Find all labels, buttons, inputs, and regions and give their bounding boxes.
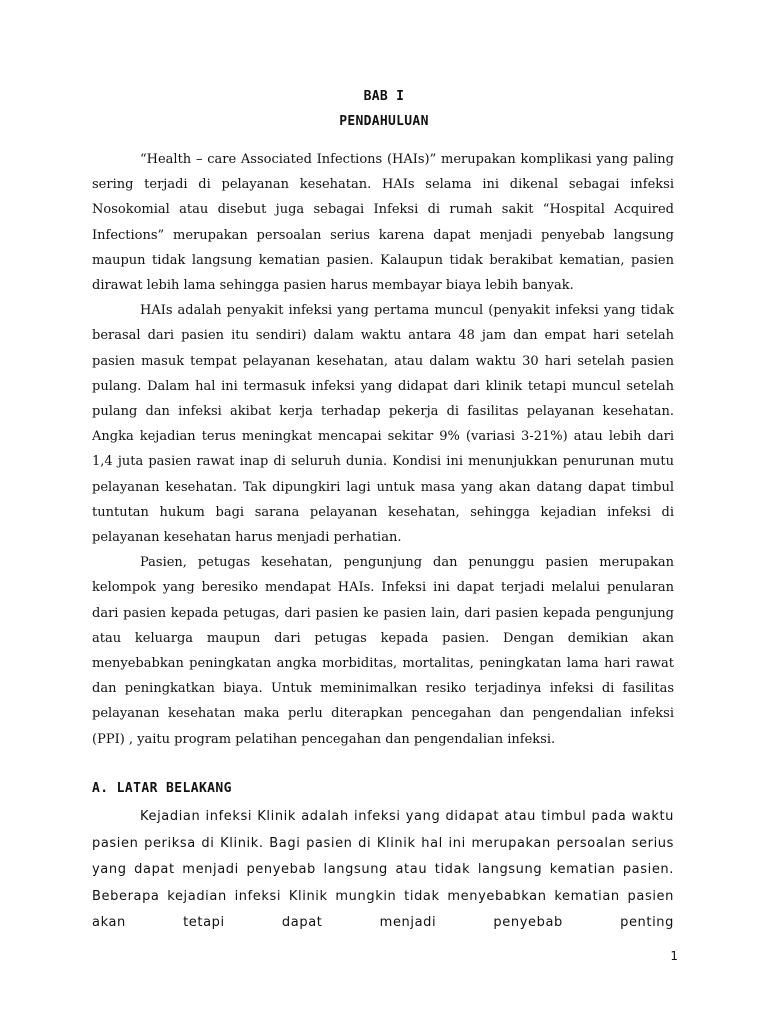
page-number: 1 <box>670 949 678 963</box>
intro-paragraph-1: “Health – care Associated Infections (HAIs)” merupakan komplikasi yang paling sering terjadi di pelayanan kesehatan. HAIs selama ini dikenal sebagai infeksi Nosokomial atau disebut juga sebagai Infeksi di rumah sakit “Hospital Acquired Infections” merupakan persoalan serius karena dapat menjadi penyebab langsung maupun tidak langsung kematian pasien. Kalaupun tidak berakibat kematian, pasien dirawat lebih lama sehingga pasien harus membayar biaya lebih banyak. <box>92 152 674 294</box>
intro-paragraph-2: HAIs adalah penyakit infeksi yang pertama muncul (penyakit infeksi yang tidak berasal dari pasien itu sendiri) dalam waktu antara 48 jam dan empat hari setelah pasien masuk tempat pelayanan kesehatan, atau dalam waktu 30 hari setelah pasien pulang. Dalam hal ini termasuk infeksi yang didapat dari klinik tetapi muncul setelah pulang dan infeksi akibat kerja terhadap pekerja di fasilitas pelayanan kesehatan. Angka kejadian terus meningkat mencapai sekitar 9% (variasi 3-21%) atau lebih dari 1,4 juta pasien rawat inap di seluruh dunia. Kondisi ini menunjukkan penurunan mutu pelayanan kesehatan. Tak dipungkiri lagi untuk masa yang akan datang dapat timbul tuntutan hukum bagi sarana pelayanan kesehatan, sehingga kejadian infeksi di pelayanan kesehatan harus menjadi perhatian. <box>92 303 674 546</box>
chapter-number: BAB I <box>363 89 405 104</box>
intro-paragraph-3: Pasien, petugas kesehatan, pengunjung dan penunggu pasien merupakan kelompok yang beresiko mendapat HAIs. Infeksi ini dapat terjadi melalui penularan dari pasien kepada petugas, dari pasien ke pasien lain, dari pasien kepada pengunjung atau keluarga maupun dari petugas kepada pasien. Dengan demikian akan menyebabkan peningkatan angka morbiditas, mortalitas, peningkatan lama hari rawat dan peningkatkan biaya. Untuk meminimalkan resiko terjadinya infeksi di fasilitas pelayanan kesehatan maka perlu diterapkan pencegahan dan pengendalian infeksi (PPI) , yaitu program pelatihan pencegahan dan pengendalian infeksi. <box>92 555 674 747</box>
section-heading-latar-belakang: A. LATAR BELAKANG <box>92 781 232 796</box>
latar-belakang-paragraph: Kejadian infeksi Klinik adalah infeksi yang didapat atau timbul pada waktu pasien periksa di Klinik. Bagi pasien di Klinik hal ini merupakan persoalan serius yang dapat menjadi penyebab langsung atau tidak langsung kematian pasien. Beberapa kejadian infeksi Klinik mungkin tidak menyebabkan kematian pasien akan tetapi dapat menjadi penyebab penting <box>92 809 674 931</box>
latar-belakang-body <box>92 804 674 937</box>
introduction-body <box>92 147 674 752</box>
chapter-title: PENDAHULUAN <box>339 114 429 129</box>
